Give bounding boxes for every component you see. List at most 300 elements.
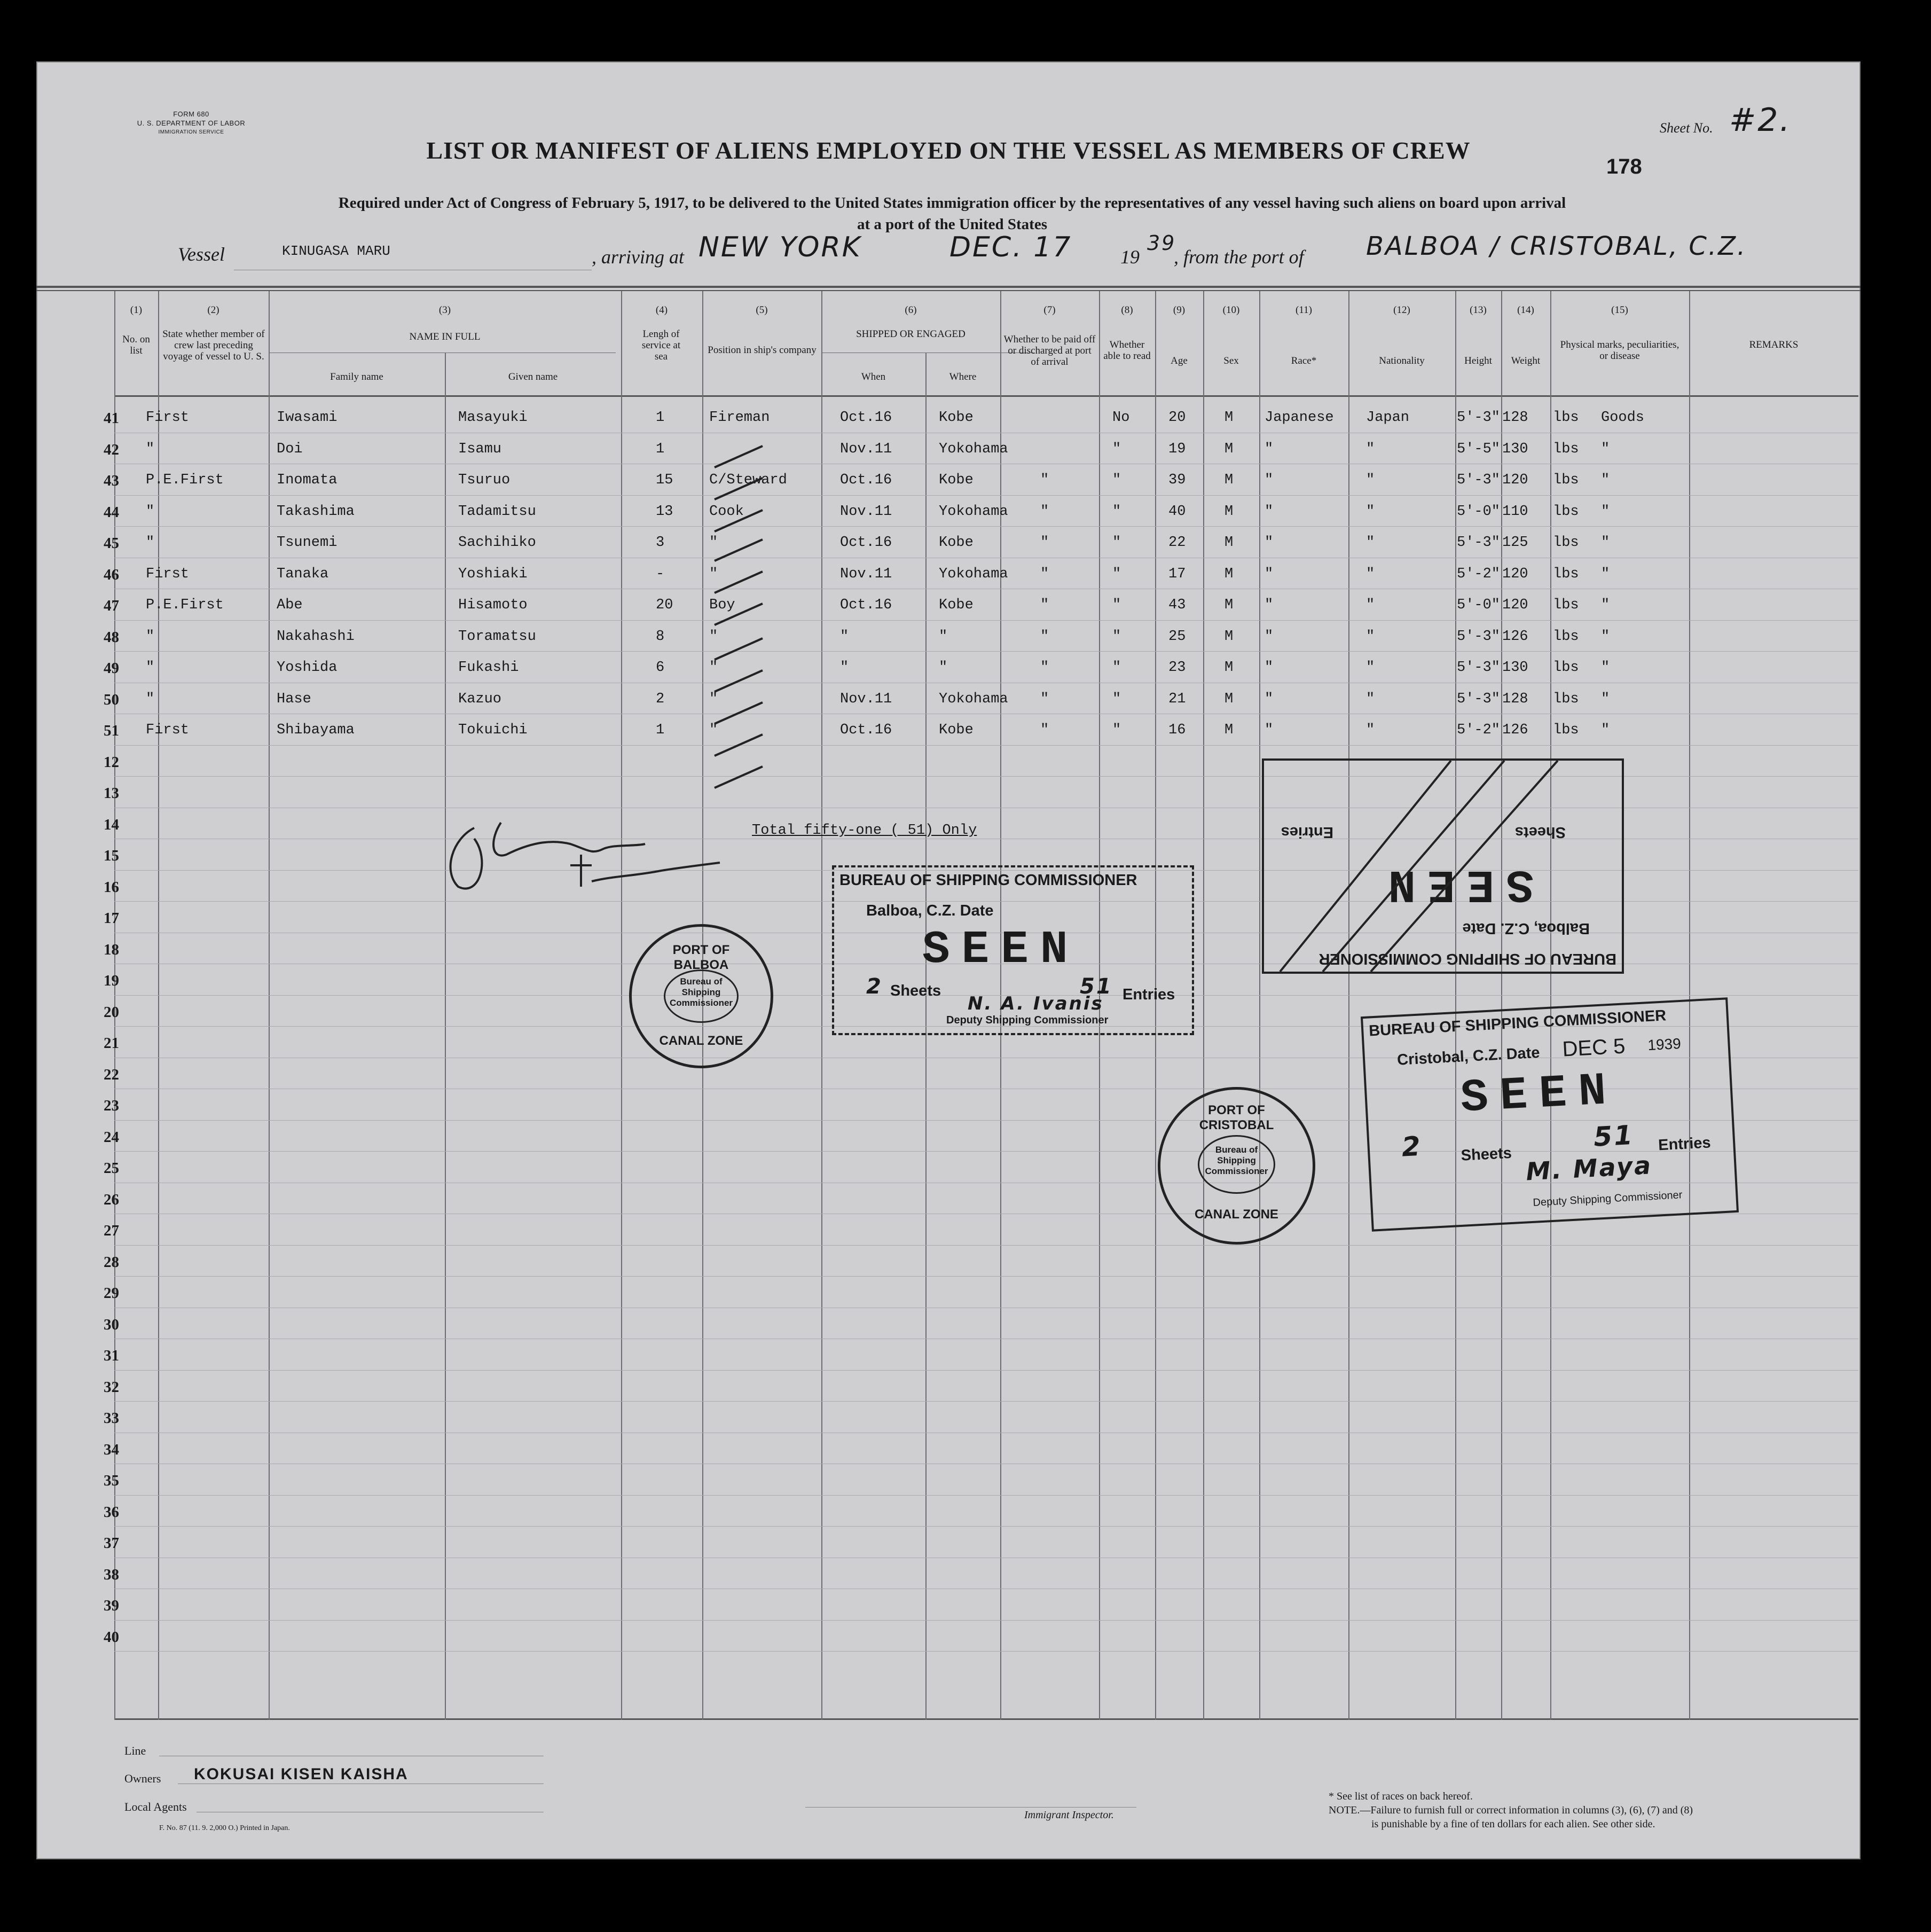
from-label: , from the port of bbox=[1174, 246, 1304, 268]
cell-lbs: lbs bbox=[1553, 722, 1579, 738]
cell-sex: M bbox=[1224, 597, 1234, 613]
footer-note-3: is punishable by a fine of ten dollars for each alien. See other side. bbox=[1371, 1818, 1655, 1830]
year-prefix: 19 bbox=[1120, 246, 1140, 268]
row-number: 39 bbox=[104, 1597, 119, 1614]
cell-marks: " bbox=[1601, 566, 1610, 582]
cell-when: " bbox=[840, 660, 849, 676]
row-number: 14 bbox=[104, 816, 119, 833]
cell-family-name: Takashima bbox=[277, 504, 355, 520]
header-weight: Weight bbox=[1511, 355, 1541, 366]
header-given-name: Given name bbox=[508, 371, 558, 382]
col-num: (3) bbox=[438, 304, 451, 316]
footer-owners-label: Owners bbox=[124, 1772, 161, 1785]
stamp-place-date: Balboa, C.Z. Date bbox=[1462, 920, 1590, 937]
cell-sex: M bbox=[1224, 410, 1234, 426]
form-service: IMMIGRATION SERVICE bbox=[158, 129, 224, 135]
cell-length: 6 bbox=[656, 660, 665, 676]
row-number: 17 bbox=[104, 910, 119, 927]
cell-lbs: lbs bbox=[1553, 629, 1579, 645]
stamp-entries: Entries bbox=[1658, 1134, 1712, 1154]
cell-read: " bbox=[1112, 722, 1121, 738]
cell-state: First bbox=[146, 410, 190, 426]
cell-family-name: Tsunemi bbox=[277, 535, 337, 551]
cell-nationality: " bbox=[1366, 597, 1375, 613]
cell-nationality: " bbox=[1366, 691, 1375, 707]
cell-height: 5'-3" bbox=[1457, 691, 1501, 707]
stamp-entries: Entries bbox=[1123, 986, 1175, 1003]
cell-state: " bbox=[146, 660, 155, 676]
footer-notes bbox=[1329, 1789, 1693, 1831]
stamp-sheets: Sheets bbox=[1514, 824, 1566, 841]
year-suffix: 39 bbox=[1147, 231, 1176, 255]
cell-paid-off: " bbox=[1040, 660, 1049, 676]
cell-lbs: lbs bbox=[1553, 441, 1579, 457]
vessel-label: Vessel bbox=[178, 244, 225, 265]
row-number: 15 bbox=[104, 847, 119, 864]
row-number: 46 bbox=[104, 566, 119, 583]
row-line bbox=[114, 745, 1858, 746]
cell-race: " bbox=[1265, 629, 1274, 645]
form-department: U. S. DEPARTMENT OF LABOR bbox=[137, 119, 246, 127]
subtitle-line-1: Required under Act of Congress of February 5, 1917, to be delivered to the United States immigration officer by the representatives of any vessel having such aliens on board upon arrival bbox=[338, 194, 1566, 212]
cell-lbs: lbs bbox=[1553, 504, 1579, 520]
cell-family-name: Tanaka bbox=[277, 566, 329, 582]
cell-position: C/Steward bbox=[709, 472, 787, 488]
cell-given-name: Kazuo bbox=[458, 691, 502, 707]
row-line bbox=[114, 620, 1858, 621]
cell-length: 3 bbox=[656, 535, 665, 551]
header-race: Race* bbox=[1291, 355, 1317, 366]
row-number: 23 bbox=[104, 1097, 119, 1114]
cell-position: " bbox=[709, 566, 718, 582]
row-line bbox=[114, 651, 1858, 652]
cell-where: Yokohama bbox=[939, 504, 1008, 520]
subtitle-line-2: at a port of the United States bbox=[857, 216, 1047, 233]
stamp-sheets: Sheets bbox=[1460, 1144, 1512, 1164]
cell-marks: " bbox=[1601, 722, 1610, 738]
stamp-seen: SEEN bbox=[922, 924, 1080, 976]
form-number: FORM 680 bbox=[173, 110, 209, 118]
header-nationality: Nationality bbox=[1379, 355, 1425, 366]
row-number: 41 bbox=[104, 410, 119, 427]
cell-height: 5'-3" bbox=[1457, 660, 1501, 676]
cell-sex: M bbox=[1224, 566, 1234, 582]
row-number: 26 bbox=[104, 1191, 119, 1208]
header-name-in-full: NAME IN FULL bbox=[409, 331, 481, 342]
row-number: 16 bbox=[104, 879, 119, 896]
stamp-place-date: Balboa, C.Z. Date bbox=[866, 902, 994, 919]
row-line bbox=[114, 1620, 1858, 1621]
row-number: 43 bbox=[104, 472, 119, 489]
cell-age: 23 bbox=[1168, 660, 1186, 676]
footer-note-1: * See list of races on back hereof. bbox=[1329, 1790, 1473, 1802]
cell-family-name: Hase bbox=[277, 691, 311, 707]
cell-lbs: lbs bbox=[1553, 566, 1579, 582]
row-number: 32 bbox=[104, 1379, 119, 1396]
cell-state: " bbox=[146, 535, 155, 551]
col-num: (5) bbox=[756, 304, 768, 316]
row-number: 35 bbox=[104, 1472, 119, 1489]
cell-weight: 126 bbox=[1502, 629, 1528, 645]
cell-lbs: lbs bbox=[1553, 410, 1579, 426]
cell-sex: M bbox=[1224, 535, 1234, 551]
cell-state: P.E.First bbox=[146, 597, 224, 613]
row-number: 47 bbox=[104, 597, 119, 614]
cell-given-name: Tsuruo bbox=[458, 472, 511, 488]
row-line bbox=[114, 1495, 1858, 1496]
cell-read: " bbox=[1112, 472, 1121, 488]
cell-position: " bbox=[709, 660, 718, 676]
cell-length: 1 bbox=[656, 410, 665, 426]
col-num: (14) bbox=[1517, 304, 1534, 316]
cell-read: " bbox=[1112, 597, 1121, 613]
row-line bbox=[114, 1401, 1858, 1402]
cell-paid-off: " bbox=[1040, 597, 1049, 613]
footer-line-label: Line bbox=[124, 1744, 146, 1757]
cell-age: 21 bbox=[1168, 691, 1186, 707]
cell-given-name: Sachihiko bbox=[458, 535, 536, 551]
cell-lbs: lbs bbox=[1553, 597, 1579, 613]
cell-height: 5'-3" bbox=[1457, 535, 1501, 551]
cell-marks: " bbox=[1601, 504, 1610, 520]
row-number: 48 bbox=[104, 629, 119, 646]
stamp-bureau: BUREAU OF SHIPPING COMMISSIONER bbox=[839, 872, 1137, 889]
col-num: (9) bbox=[1173, 304, 1186, 316]
footer-inspector: Immigrant Inspector. bbox=[1024, 1809, 1114, 1821]
cell-family-name: Inomata bbox=[277, 472, 337, 488]
row-line bbox=[114, 495, 1858, 496]
cell-lbs: lbs bbox=[1553, 472, 1579, 488]
footer-note-2: NOTE.—Failure to furnish full or correct information in columns (3), (6), (7) and (8) bbox=[1329, 1804, 1693, 1816]
header-shipped-engaged: SHIPPED OR ENGAGED bbox=[856, 328, 965, 340]
cell-length: 1 bbox=[656, 722, 665, 738]
vessel-name: KINUGASA MARU bbox=[282, 243, 390, 259]
row-number: 13 bbox=[104, 785, 119, 802]
cell-race: " bbox=[1265, 472, 1274, 488]
cell-sex: M bbox=[1224, 629, 1234, 645]
cell-lbs: lbs bbox=[1553, 535, 1579, 551]
footer-printed: F. No. 87 (11. 9. 2,000 O.) Printed in Japan. bbox=[159, 1824, 290, 1832]
cell-sex: M bbox=[1224, 441, 1234, 457]
seal-top: PORT OF CRISTOBAL bbox=[1199, 1103, 1274, 1132]
cell-read: " bbox=[1112, 691, 1121, 707]
row-number: 31 bbox=[104, 1347, 119, 1364]
stamp-seen: SEEN bbox=[1459, 1064, 1619, 1125]
manifest-sheet bbox=[36, 61, 1861, 1859]
cell-sex: M bbox=[1224, 472, 1234, 488]
cell-paid-off: " bbox=[1040, 629, 1049, 645]
cell-height: 5'-3" bbox=[1457, 410, 1501, 426]
cell-sex: M bbox=[1224, 722, 1234, 738]
cell-race: " bbox=[1265, 691, 1274, 707]
row-number: 36 bbox=[104, 1504, 119, 1521]
header-height: Height bbox=[1464, 355, 1492, 366]
cell-where: Kobe bbox=[939, 472, 974, 488]
cell-nationality: Japan bbox=[1366, 410, 1410, 426]
cell-length: 8 bbox=[656, 629, 665, 645]
header-when: When bbox=[861, 371, 886, 382]
cell-length: 20 bbox=[656, 597, 673, 613]
cell-state: P.E.First bbox=[146, 472, 224, 488]
cell-lbs: lbs bbox=[1553, 660, 1579, 676]
cell-weight: 120 bbox=[1502, 472, 1528, 488]
arriving-label: , arriving at bbox=[592, 246, 685, 268]
header-no-on-list: No. on list bbox=[122, 334, 150, 356]
cell-nationality: " bbox=[1366, 441, 1375, 457]
cell-state: " bbox=[146, 629, 155, 645]
cell-where: Kobe bbox=[939, 722, 974, 738]
cell-read: No bbox=[1112, 410, 1130, 426]
row-number: 20 bbox=[104, 1004, 119, 1021]
cell-age: 40 bbox=[1168, 504, 1186, 520]
cell-race: " bbox=[1265, 566, 1274, 582]
row-number: 29 bbox=[104, 1285, 119, 1302]
cell-paid-off: " bbox=[1040, 566, 1049, 582]
cell-read: " bbox=[1112, 660, 1121, 676]
cell-where: Yokohama bbox=[939, 691, 1008, 707]
sheet-no-value: #2. bbox=[1729, 101, 1792, 139]
cell-read: " bbox=[1112, 629, 1121, 645]
stamp-sheets-count: 2 bbox=[866, 974, 883, 999]
cell-paid-off: " bbox=[1040, 504, 1049, 520]
cell-height: 5'-0" bbox=[1457, 504, 1501, 520]
cell-where: Yokohama bbox=[939, 566, 1008, 582]
col-num: (4) bbox=[655, 304, 668, 316]
cell-weight: 128 bbox=[1502, 691, 1528, 707]
row-number: 37 bbox=[104, 1535, 119, 1552]
stamp-sheets-count: 2 bbox=[1401, 1130, 1423, 1163]
cell-weight: 130 bbox=[1502, 660, 1528, 676]
cell-weight: 110 bbox=[1502, 504, 1528, 520]
cell-given-name: Yoshiaki bbox=[458, 566, 528, 582]
cell-read: " bbox=[1112, 441, 1121, 457]
row-number: 34 bbox=[104, 1441, 119, 1458]
stamp-bureau: BUREAU OF SHIPPING COMMISSIONER bbox=[1318, 950, 1616, 967]
cell-position: Boy bbox=[709, 597, 735, 613]
row-line bbox=[114, 1245, 1858, 1246]
header-remarks: REMARKS bbox=[1749, 339, 1799, 350]
cell-family-name: Shibayama bbox=[277, 722, 355, 738]
cell-position: " bbox=[709, 629, 718, 645]
cell-when: Oct.16 bbox=[840, 722, 892, 738]
cell-family-name: Abe bbox=[277, 597, 303, 613]
cell-where: Yokohama bbox=[939, 441, 1008, 457]
cell-family-name: Iwasami bbox=[277, 410, 337, 426]
row-line bbox=[114, 1370, 1858, 1371]
cell-age: 25 bbox=[1168, 629, 1186, 645]
cell-marks: Goods bbox=[1601, 410, 1645, 426]
footer-agents-label: Local Agents bbox=[124, 1800, 187, 1813]
stamp-place-date: Cristobal, C.Z. Date bbox=[1396, 1044, 1541, 1069]
cell-state: " bbox=[146, 441, 155, 457]
cell-when: " bbox=[840, 629, 849, 645]
page-subtitle bbox=[111, 192, 1793, 235]
cell-nationality: " bbox=[1366, 660, 1375, 676]
header-where: Where bbox=[949, 371, 977, 382]
cell-where: Kobe bbox=[939, 535, 974, 551]
cell-paid-off: " bbox=[1040, 722, 1049, 738]
cell-weight: 120 bbox=[1502, 597, 1528, 613]
col-num: (11) bbox=[1296, 304, 1312, 316]
total-line: Total fifty-one ( 51) Only bbox=[752, 823, 977, 839]
arriving-port: NEW YORK bbox=[698, 231, 862, 263]
cell-age: 39 bbox=[1168, 472, 1186, 488]
row-number: 30 bbox=[104, 1316, 119, 1333]
cell-age: 16 bbox=[1168, 722, 1186, 738]
row-number: 51 bbox=[104, 722, 119, 739]
cell-race: " bbox=[1265, 441, 1274, 457]
cell-weight: 120 bbox=[1502, 566, 1528, 582]
row-line bbox=[114, 1276, 1858, 1277]
cell-given-name: Tokuichi bbox=[458, 722, 528, 738]
cell-nationality: " bbox=[1366, 566, 1375, 582]
cell-sex: M bbox=[1224, 691, 1234, 707]
cell-length: 15 bbox=[656, 472, 673, 488]
cell-when: Oct.16 bbox=[840, 597, 892, 613]
inspector-signature bbox=[410, 807, 757, 908]
row-number: 44 bbox=[104, 504, 119, 521]
header-able-read: Whether able to read bbox=[1103, 339, 1151, 362]
cell-height: 5'-3" bbox=[1457, 472, 1501, 488]
seal-top: PORT OF BALBOA bbox=[672, 943, 730, 972]
cell-sex: M bbox=[1224, 660, 1234, 676]
cell-given-name: Fukashi bbox=[458, 660, 519, 676]
stamp-year: 1939 bbox=[1647, 1035, 1682, 1054]
page-title: LIST OR MANIFEST OF ALIENS EMPLOYED ON THE VESSEL AS MEMBERS OF CREW bbox=[426, 137, 1471, 164]
sheet-no-label: Sheet No. bbox=[1660, 120, 1713, 136]
cell-when: Nov.11 bbox=[840, 691, 892, 707]
cell-weight: 126 bbox=[1502, 722, 1528, 738]
cell-where: Kobe bbox=[939, 410, 974, 426]
cell-position: " bbox=[709, 691, 718, 707]
cristobal-seal bbox=[1158, 1087, 1315, 1245]
cell-where: " bbox=[939, 629, 948, 645]
cell-state: " bbox=[146, 691, 155, 707]
stamp-sheets: Sheets bbox=[890, 982, 941, 999]
cell-paid-off: " bbox=[1040, 472, 1049, 488]
cell-family-name: Yoshida bbox=[277, 660, 337, 676]
cell-race: " bbox=[1265, 504, 1274, 520]
row-number: 24 bbox=[104, 1129, 119, 1146]
cell-height: 5'-5" bbox=[1457, 441, 1501, 457]
header-family-name: Family name bbox=[330, 371, 383, 382]
col-num: (15) bbox=[1611, 304, 1628, 316]
stamp-seen: SEEN bbox=[1376, 858, 1534, 910]
cell-position: " bbox=[709, 535, 718, 551]
cell-marks: " bbox=[1601, 597, 1610, 613]
cell-race: " bbox=[1265, 660, 1274, 676]
cell-state: First bbox=[146, 722, 190, 738]
cell-when: Nov.11 bbox=[840, 441, 892, 457]
row-number: 38 bbox=[104, 1566, 119, 1583]
header-age: Age bbox=[1171, 355, 1188, 366]
cell-paid-off: " bbox=[1040, 691, 1049, 707]
cell-height: 5'-3" bbox=[1457, 629, 1501, 645]
stamp-entries-count: 51 bbox=[1592, 1119, 1635, 1153]
cell-where: Kobe bbox=[939, 597, 974, 613]
seal-center: Bureau of Shipping Commissioner bbox=[1198, 1135, 1275, 1194]
cell-family-name: Doi bbox=[277, 441, 303, 457]
cell-length: 13 bbox=[656, 504, 673, 520]
cell-position: Cook bbox=[709, 504, 744, 520]
row-number: 27 bbox=[104, 1222, 119, 1239]
arrival-date: DEC. 17 bbox=[949, 231, 1072, 263]
row-number: 40 bbox=[104, 1629, 119, 1646]
cell-given-name: Tadamitsu bbox=[458, 504, 536, 520]
stamp-signed: M. Maya bbox=[1525, 1151, 1653, 1186]
cell-given-name: Hisamoto bbox=[458, 597, 528, 613]
col-num: (12) bbox=[1393, 304, 1410, 316]
cell-nationality: " bbox=[1366, 722, 1375, 738]
cell-race: Japanese bbox=[1265, 410, 1334, 426]
col-num: (13) bbox=[1470, 304, 1487, 316]
balboa-seen-stamp bbox=[832, 865, 1194, 1035]
cell-age: 17 bbox=[1168, 566, 1186, 582]
seal-bottom: CANAL ZONE bbox=[659, 1034, 743, 1048]
row-number: 21 bbox=[104, 1035, 119, 1052]
cell-when: Nov.11 bbox=[840, 504, 892, 520]
cell-paid-off: " bbox=[1040, 535, 1049, 551]
cell-nationality: " bbox=[1366, 535, 1375, 551]
seal-bottom: CANAL ZONE bbox=[1195, 1207, 1278, 1222]
cell-family-name: Nakahashi bbox=[277, 629, 355, 645]
cell-marks: " bbox=[1601, 441, 1610, 457]
header-position: Position in ship's company bbox=[708, 345, 817, 356]
row-number: 33 bbox=[104, 1410, 119, 1427]
col-num: (7) bbox=[1043, 304, 1056, 316]
cristobal-seen-stamp bbox=[1361, 997, 1739, 1231]
cell-read: " bbox=[1112, 504, 1121, 520]
row-line bbox=[114, 1651, 1858, 1652]
cell-length: 2 bbox=[656, 691, 665, 707]
cell-race: " bbox=[1265, 722, 1274, 738]
cell-lbs: lbs bbox=[1553, 691, 1579, 707]
row-number: 12 bbox=[104, 754, 119, 771]
cell-age: 20 bbox=[1168, 410, 1186, 426]
cell-marks: " bbox=[1601, 472, 1610, 488]
row-number: 42 bbox=[104, 441, 119, 458]
col-num: (10) bbox=[1222, 304, 1240, 316]
col-num: (6) bbox=[905, 304, 917, 316]
header-state-whether: State whether member of crew last preceding voyage of vessel to U. S. bbox=[162, 328, 265, 362]
stamp-bureau: BUREAU OF SHIPPING COMMISSIONER bbox=[1368, 1007, 1667, 1040]
cell-position: " bbox=[709, 722, 718, 738]
cell-height: 5'-0" bbox=[1457, 597, 1501, 613]
header-length-service: Lengh of service at sea bbox=[641, 328, 681, 362]
stamp-entries-count: 51 bbox=[1080, 974, 1113, 999]
cell-where: " bbox=[939, 660, 948, 676]
cell-nationality: " bbox=[1366, 472, 1375, 488]
cell-weight: 125 bbox=[1502, 535, 1528, 551]
header-physical-marks: Physical marks, peculiarities, or disease bbox=[1560, 339, 1679, 362]
cell-marks: " bbox=[1601, 629, 1610, 645]
cell-weight: 128 bbox=[1502, 410, 1528, 426]
row-number: 19 bbox=[104, 972, 119, 989]
stamp-number: 178 bbox=[1606, 155, 1642, 178]
cell-when: Oct.16 bbox=[840, 410, 892, 426]
inverted-seen-stamp bbox=[1262, 758, 1624, 974]
cell-race: " bbox=[1265, 597, 1274, 613]
cell-given-name: Masayuki bbox=[458, 410, 528, 426]
header-paid-off: Whether to be paid off or discharged at port of arrival bbox=[1003, 334, 1096, 367]
cell-when: Oct.16 bbox=[840, 535, 892, 551]
stamp-date: DEC 5 bbox=[1561, 1034, 1626, 1061]
cell-length: - bbox=[656, 566, 665, 582]
from-port: BALBOA / CRISTOBAL, C.Z. bbox=[1366, 231, 1747, 261]
cell-weight: 130 bbox=[1502, 441, 1528, 457]
seal-center: Bureau of Shipping Commissioner bbox=[664, 969, 739, 1023]
stamp-deputy: Deputy Shipping Commissioner bbox=[1533, 1189, 1683, 1209]
